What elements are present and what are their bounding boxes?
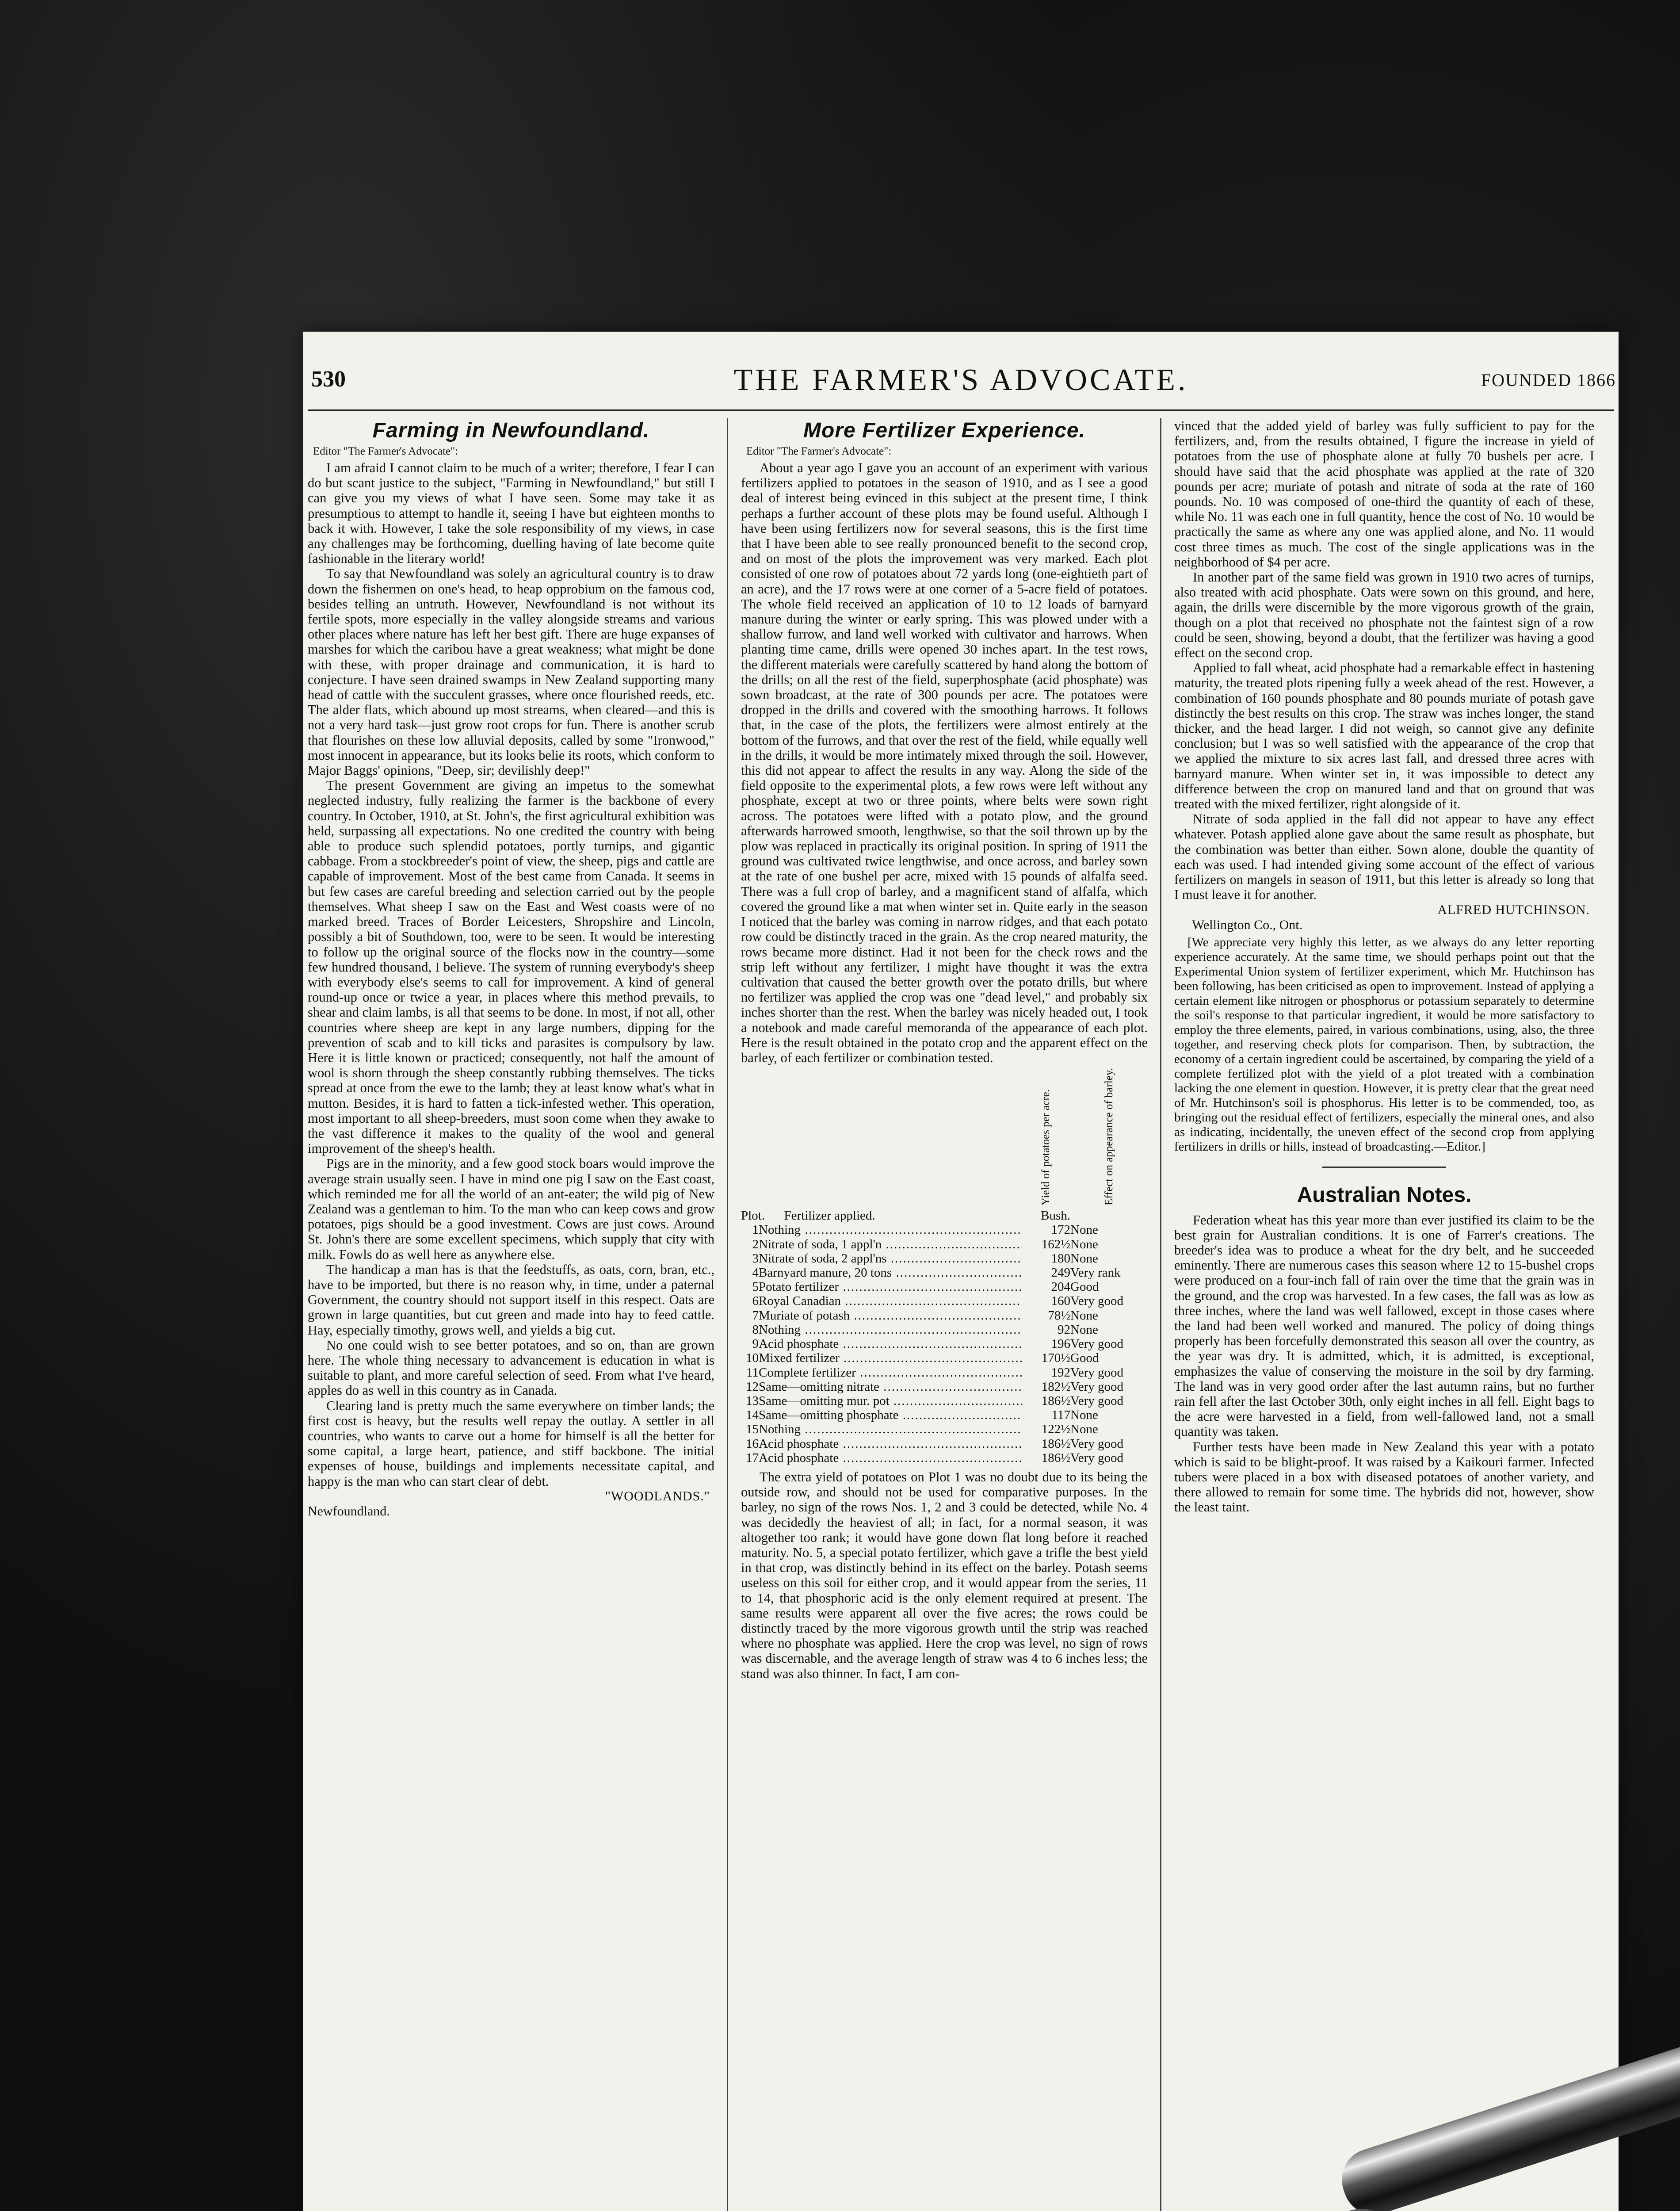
fertilizer-cell: Same—omitting phosphate ..... [759, 1408, 1022, 1422]
plot-number: 13 [746, 1393, 759, 1408]
fertilizer-cell: Barnyard manure, 20 tons ..... [759, 1266, 1022, 1280]
article-title: Farming in Newfoundland. [372, 419, 650, 442]
fertilizer-cell: Acid phosphate ..... [759, 1451, 1022, 1465]
plot-number: 10 [746, 1351, 759, 1366]
editor-note: [We appreciate very highly this letter, as we always do any letter reporting experience accurately. At the same time, we should perhaps point out that the Experimental Union system of fertilizer experiment, which Mr. Hutchinson has been following, has been criticised as open to improvement. Instead of applying a certain element like nitrogen or phosphorus or potassium separately to determine the soil's response to that particular ingredient, it would be more satisfactory to employ the three elements, paired, in various combinations, using, also, the three together, and reserving check plots for comparison. Then, by subtraction, the economy of a certain ingredient could be ascertained, by comparing the yield of a complete fertilized plot with the yield of a plot treated with a combination lacking the one element in question. However, it is pretty clear that the great need of Mr. Hutchinson's soil is phosphorus. His letter is to be commended, too, as bringing out the residual effect of fertilizers, especially the mineral ones, and also as indicating, incidentally, the uneven effect of the second crop from applying fertilizers in drills or hills, instead of broadcasting.—Editor.] [1174, 935, 1594, 1154]
column-divider [1160, 418, 1161, 2211]
effect-cell: Very rank [1070, 1266, 1121, 1280]
paragraph: vinced that the added yield of barley was fully sufficient to pay for the fertilizers, and, from the results obtained, I figure the increase in yield of potatoes from the use of phosphate alone at fully 70 bushels per acre. I should have said that the acid phosphate was applied at the rate of 320 pounds per acre; muriate of potash and nitrate of soda at the rate of 160 pounds. No. 10 was composed of one-third the quantity of each of these, while No. 11 was each one in full quantity, hence the cost of No. 10 would be practically the same as where any one was applied alone, and No. 11 would cost three times as much. The cost of the single applications was in the neighborhood of $4 per acre. [1174, 418, 1594, 570]
yield-cell: 249 [1051, 1266, 1070, 1280]
fertilizer-cell: Acid phosphate ..... [759, 1337, 1022, 1351]
yield-cell: 162½ [1041, 1237, 1070, 1251]
plot-number: 8 [752, 1322, 759, 1337]
founded-line: FOUNDED 1866 [1481, 370, 1616, 390]
paragraph: To say that Newfoundland was solely an agricultural country is to draw down the fishermen on one's head, to heap opprobium on the famous cod, besides telling an untruth. However, Newfoundland is not without its fertile spots, more especially in the valley alongside streams and various other places where nature has left her best gift. There are huge expanses of marshes for which the caribou have a great weakness; what might be done with these, with proper drainage and communication, it is hard to conjecture. I have seen drained swamps in New Zealand supporting many head of cattle with the succulent grasses, where once flourished reeds, etc. The alder flats, which abound up most streams, when cleared—and this is not a very hard task—just grow root crops for fun. There is another scrub that flourishes on these low alluvial deposits, called by some "Ironwood," most innocent in appearance, but its looks belie its roots, which conform to Major Baggs' opinions, "Deep, sir; devilishly deep!" [308, 566, 714, 778]
table-header-row [741, 1068, 1148, 1209]
masthead: THE FARMER'S ADVOCATE. [733, 363, 1188, 397]
effect-cell: None [1070, 1237, 1098, 1251]
effect-cell: Very good [1070, 1294, 1124, 1308]
paragraph: Clearing land is pretty much the same everywhere on timber lands; the first cost is heavy, but the results well repay the outlay. A settler in all countries, who wants to carve out a home for himself is all the better for some capital, a large heart, patience, and stiff backbone. The initial expenses of house, buildings and implements necessitate capital, and happy is the man who can start clear of debt. [308, 1398, 714, 1489]
fertilizer-cell: Nothing ..... [759, 1223, 1022, 1237]
effect-cell: Very good [1070, 1379, 1124, 1394]
fertilizer-cell: Same—omitting nitrate ..... [759, 1380, 1022, 1394]
column-1 [308, 418, 714, 2211]
paragraph: The extra yield of potatoes on Plot 1 was no doubt due to its being the outside row, and should not be used for comparative purposes. In the barley, no sign of the rows Nos. 1, 2 and 3 could be detected, while No. 4 was decidedly the heaviest of all; in fact, for a normal season, it was altogether too rank; it would have gone down flat long before it reached maturity. No. 5, a special potato fertilizer, which gave a trifle the best yield in that crop, was distinctly behind in its effect on the barley. Potash seems useless on this soil for either crop, and it would appear from the series, 11 to 14, that phosphoric acid is the only element required at present. The same results were apparent all over the five acres; the rows could be distinctly traced by the more vigorous growth until the strip was reached where no phosphate was applied. Here the crop was level, no sign of rows was discernable, and the average length of straw was 4 to 6 inches less; the stand was also thinner. In fact, I am con- [741, 1469, 1148, 1681]
plot-number: 15 [746, 1422, 759, 1437]
plot-header: Plot. [741, 1209, 765, 1223]
plot-number: 12 [746, 1379, 759, 1394]
plot-number: 17 [746, 1450, 759, 1465]
table-row [741, 1351, 1148, 1365]
plot-number: 11 [746, 1365, 759, 1380]
column-divider [727, 418, 728, 2211]
table-row [741, 1308, 1148, 1323]
plot-number: 14 [746, 1408, 759, 1423]
effect-cell: Very good [1070, 1436, 1124, 1451]
yield-cell: 186½ [1041, 1393, 1070, 1408]
fertilizer-table [741, 1068, 1148, 1465]
paragraph: In another part of the same field was grown in 1910 two acres of turnips, also treated with acid phosphate. Oats were sown on this ground, and here, again, the drills were discernible by the more vigorous growth of the grain, though on a plot that received no phosphate not the faintest sign of a row could be seen, showing, beyond a doubt, that the fertilizer was having a good effect on the second crop. [1174, 570, 1594, 661]
fertilizer-cell: Potato fertilizer ..... [759, 1280, 1022, 1294]
paragraph: Further tests have been made in New Zealand this year with a potato which is said to be blight-proof. It was raised by a Kaikouri farmer. Infected tubers were placed in a box with diseased potatoes of another variety, and there allowed to remain for some time. The hybrids did not, however, show the least taint. [1174, 1439, 1594, 1515]
table-row [741, 1394, 1148, 1408]
fertilizer-header: Fertilizer applied. [784, 1209, 875, 1223]
paragraph: About a year ago I gave you an account of an experiment with various fertilizers applied to potatoes in the season of 1910, and as I see a good deal of interest being evinced in this subject at the present time, I think perhaps a further account of these plots may be found useful. Although I have been using fertilizers now for several seasons, this is the first time that I have been able to see really pronounced benefit to the second crop, and on most of the plots the improvement was very marked. Each plot consisted of one row of potatoes about 72 yards long (one-eightieth part of an acre), and the 17 rows were at one corner of a 5-acre field of potatoes. The whole field received an application of 10 to 12 loads of barnyard manure during the winter or early spring. This was plowed under with a shallow furrow, and land well worked with cultivator and harrows. When planting time came, drills were opened 30 inches apart. In the test rows, the different materials were carefully scattered by hand along the bottom of the drills; on all the rest of the field, superphosphate (acid phosphate) was sown broadcast, at the rate of 300 pounds per acre. The potatoes were dropped in the drills and covered with the smoothing harrows. It follows that, in the case of the plots, the fertilizers were almost entirely at the bottom of the furrows, and that over the rest of the field, while equally well in the drills, it would be more intimately mixed through the soil. However, this did not appear to affect the results in any way. Along the side of the field opposite to the experimental plots, a few rows were left without any phosphate, except at two or three points, where belts were sown right across. The potatoes were lifted with a potato plow, and the ground afterwards harrowed smooth, lengthwise, so that the soil thrown up by the plow was replaced in practically its original position. In spring of 1911 the ground was cultivated twice lengthwise, and once across, and barley sown at the rate of one bushel per acre, mixed with 15 pounds of alfalfa seed. There was a full crop of barley, and a magnificent stand of alfalfa, which covered the ground like a mat when winter set in. Quite early in the season I noticed that the barley was coming in narrow ridges, and that each potato row could be distinctly traced in the grain. As the crop neared maturity, the rows became more distinct. Had it not been for the check rows and the strip left without any fertilizer, I might have thought it was the extra cultivation that caused the better growth over the potato drills, but where no fertilizer was applied the crop was one "dead level," and probably six inches shorter than the rest. When the barley was nicely headed out, I took a notebook and made careful memoranda of the appearance of each plot. Here is the result obtained in the potato crop and the apparent effect on the barley, of each fertilizer or combination tested. [741, 460, 1148, 1065]
plot-number: 3 [752, 1251, 759, 1266]
paragraph: Nitrate of soda applied in the fall did not appear to have any effect whatever. Potash applied alone gave about the same result as phosphate, but the combination was better than either. Sown alone, double the quantity of each was used. I had intended giving some account of the effect of various fertilizers on mangels in season of 1911, but this letter is already so long that I must leave it for another. [1174, 811, 1594, 903]
newspaper-page [303, 332, 1619, 2211]
effect-cell: Very good [1070, 1337, 1124, 1351]
fertilizer-cell: Nothing ..... [759, 1422, 1022, 1436]
yield-cell: 204 [1051, 1280, 1070, 1294]
yield-cell: 170½ [1041, 1351, 1070, 1366]
yield-cell: 160 [1051, 1294, 1070, 1308]
table-row [741, 1294, 1148, 1308]
effect-cell: Good [1070, 1351, 1099, 1366]
effect-cell: None [1070, 1422, 1098, 1437]
table-row [741, 1366, 1148, 1380]
plot-number: 2 [752, 1237, 759, 1251]
effect-cell: None [1070, 1223, 1098, 1237]
table-row [741, 1237, 1148, 1251]
effect-header: Effect on appearance of barley. [1103, 1068, 1115, 1206]
fertilizer-cell: Complete fertilizer ..... [759, 1366, 1022, 1380]
yield-cell: 172 [1051, 1223, 1070, 1237]
fertilizer-cell: Nitrate of soda, 2 appl'ns ..... [759, 1251, 1022, 1266]
column-3 [1174, 418, 1594, 2211]
effect-cell: None [1070, 1308, 1098, 1323]
effect-cell: Very good [1070, 1393, 1124, 1408]
header-rule [308, 409, 1614, 411]
fertilizer-cell: Nitrate of soda, 1 appl'n ..... [759, 1237, 1022, 1251]
paragraph: Federation wheat has this year more than ever justified its claim to be the best grain for Australian conditions. It is one of Farrer's creations. The breeder's idea was to produce a wheat for the dry belt, and he succeeded eminently. There are numerous cases this season where 12 to 15-bushel crops were produced on a four-inch fall of rain over the time that the grain was in the ground, and the crop was harvested. In a few cases, the fall was as low as three inches, where the land was well fallowed, except in those cases where the land had been well worked and manured. The policy of doing things properly has been forcefully demonstrated this season all over the country, as the year was dry. It is admitted, which, it is admitted, is exceptional, emphasizes the value of conserving the moisture in the soil by dry farming. The land was in very good order after the last autumn rains, but no further rain fell after the last October 30th, only eight inches in all fell. Eight bags to the acre were harvested in a field, from well-fallowed land, not a small quantity was taken. [1174, 1212, 1594, 1439]
table-row [741, 1280, 1148, 1294]
fertilizer-cell: Acid phosphate ..... [759, 1437, 1022, 1451]
yield-cell: 192 [1051, 1365, 1070, 1380]
place-line: Wellington Co., Ont. [1192, 917, 1303, 932]
fertilizer-cell: Royal Canadian ..... [759, 1294, 1022, 1308]
plot-number: 7 [752, 1308, 759, 1323]
table-row [741, 1323, 1148, 1337]
editor-line: Editor "The Farmer's Advocate": [313, 445, 458, 457]
column-2 [741, 418, 1148, 2211]
fertilizer-cell: Same—omitting mur. pot ..... [759, 1394, 1022, 1408]
plot-number: 4 [752, 1266, 759, 1280]
table-header-labels [741, 1209, 1148, 1223]
table-row [741, 1337, 1148, 1351]
article-title: More Fertilizer Experience. [803, 419, 1085, 442]
effect-cell: Good [1070, 1280, 1099, 1294]
yield-unit: Bush. [1041, 1209, 1070, 1223]
yield-cell: 180 [1051, 1251, 1070, 1266]
paragraph: Pigs are in the minority, and a few good stock boars would improve the average strain usually seen. I have in mind one pig I saw on the East coast, which reminded me for all the world of an ant-eater; the wild pig of New Zealand was a gentleman to him. To the man who can keep cows and grow potatoes, pigs should be a good investment. Cows are just cows. Around St. John's there are some excellent specimens, which supply that city with milk. Fowls do as well here as anywhere else. [308, 1156, 714, 1262]
fertilizer-cell: Nothing ..... [759, 1323, 1022, 1337]
table-row [741, 1251, 1148, 1266]
signature: "WOODLANDS." [605, 1488, 710, 1503]
yield-cell: 122½ [1041, 1422, 1070, 1437]
table-row [741, 1380, 1148, 1394]
effect-cell: None [1070, 1322, 1098, 1337]
table-row [741, 1266, 1148, 1280]
effect-cell: None [1070, 1251, 1098, 1266]
fertilizer-cell: Mixed fertilizer ..... [759, 1351, 1022, 1365]
table-row [741, 1437, 1148, 1451]
effect-cell: Very good [1070, 1365, 1124, 1380]
paragraph: The handicap a man has is that the feedstuffs, as oats, corn, bran, etc., have to be imported, but there is no reason why, in time, under a paternal Government, the country should not support itself in this respect. Oats are grown in large quantities, but cut green and made into hay to feed cattle. Hay, especially timothy, grows well, and yields a big cut. [308, 1262, 714, 1338]
yield-cell: 186½ [1041, 1450, 1070, 1465]
table-row [741, 1422, 1148, 1436]
yield-header: Yield of potatoes per acre. [1040, 1089, 1052, 1206]
article-title: Australian Notes. [1297, 1183, 1472, 1207]
paragraph: The present Government are giving an impetus to the somewhat neglected industry, fully realizing the farmer is the backbone of every country. In October, 1910, at St. John's, the first agricultural exhibition was held, surpassing all expectations. No one credited the country with being able to produce such splendid potatoes, portly turnips, and gigantic cabbage. From a stockbreeder's point of view, the sheep, pigs and cattle are capable of improvement. Most of the best came from Canada. It seems in but few cases are careful breeding and selection carried out by the people themselves. What sheep I saw on the East and West coasts were of no marked breed. Traces of Border Leicesters, Shropshire and Lincoln, possibly a bit of Southdown, too, were to be seen. It would be interesting to follow up the original source of the flocks now in the country—some few hundred thousand, I believe. The system of running everybody's sheep with everybody else's seems to call for improvement. A kind of general round-up once or twice a year, in places where this method prevails, to shear and claim lambs, is all that seems to be done. In most, if not all, other countries where sheep are kept in any large numbers, dipping for the prevention of scab and to kill ticks and parasites is compulsory by law. Here it is little known or practiced; consequently, not half the amount of wool is shorn through the sheep constantly rubbing themselves. The ticks spread at once from the ewe to the lamb; they at least know what's what in mutton. Besides, it is hard to fatten a tick-infested wether. This operation, most important to all sheep-breeders, must soon come when they awake to the vast difference it makes to the quality of the wool and general improvement of the sheep's health. [308, 778, 714, 1156]
editor-line: Editor "The Farmer's Advocate": [746, 445, 892, 457]
yield-cell: 92 [1058, 1322, 1070, 1337]
table-row [741, 1408, 1148, 1422]
fertilizer-cell: Muriate of potash ..... [759, 1308, 1022, 1323]
table-row [741, 1223, 1148, 1237]
effect-cell: None [1070, 1408, 1098, 1423]
page-number: 530 [311, 367, 346, 392]
table-row [741, 1451, 1148, 1465]
section-divider [1322, 1167, 1446, 1168]
yield-cell: 117 [1051, 1408, 1070, 1423]
paragraph: I am afraid I cannot claim to be much of a writer; therefore, I fear I can do but scant justice to the subject, "Farming in Newfoundland," but still I can give you my views of what I have seen. Some may take it as presumptious to attempt to handle it, seeing I have but eighteen months to back it with. However, I take the sole responsibility of my views, in case any challenges may be forthcoming, duelling having of late become quite fashionable in the literary world! [308, 460, 714, 566]
plot-number: 5 [752, 1280, 759, 1294]
signature: ALFRED HUTCHINSON. [1437, 902, 1590, 917]
plot-number: 9 [752, 1337, 759, 1351]
page-header [303, 363, 1619, 406]
plot-number: 1 [752, 1223, 759, 1237]
plot-number: 6 [752, 1294, 759, 1308]
plot-number: 16 [746, 1436, 759, 1451]
yield-cell: 182½ [1041, 1379, 1070, 1394]
place-line: Newfoundland. [308, 1503, 390, 1519]
yield-cell: 196 [1051, 1337, 1070, 1351]
paragraph: No one could wish to see better potatoes, and so on, than are grown here. The whole thing necessary to advancement is education in what is suitable to plant, and more careful selection of seed. From what I've heard, apples do as well in this country as in Canada. [308, 1337, 714, 1398]
yield-cell: 186½ [1041, 1436, 1070, 1451]
paragraph: Applied to fall wheat, acid phosphate had a remarkable effect in hastening maturity, the treated plots ripening fully a week ahead of the rest. However, a combination of 160 pounds phosphate and 80 pounds muriate of potash gave distinctly the best results on this crop. The straw was inches longer, the stand thicker, and the head larger. I did not weigh, so cannot give any definite conclusion; but I was so well satisfied with the appearance of the crop that we applied the mixture to six acres last fall, and dressed three acres with barnyard manure. When winter set in, it was impossible to detect any difference between the crop on manured land and that on ground that was treated with the mixed fertilizer, right alongside of it. [1174, 660, 1594, 812]
effect-cell: Very good [1070, 1450, 1124, 1465]
yield-cell: 78½ [1048, 1308, 1070, 1323]
